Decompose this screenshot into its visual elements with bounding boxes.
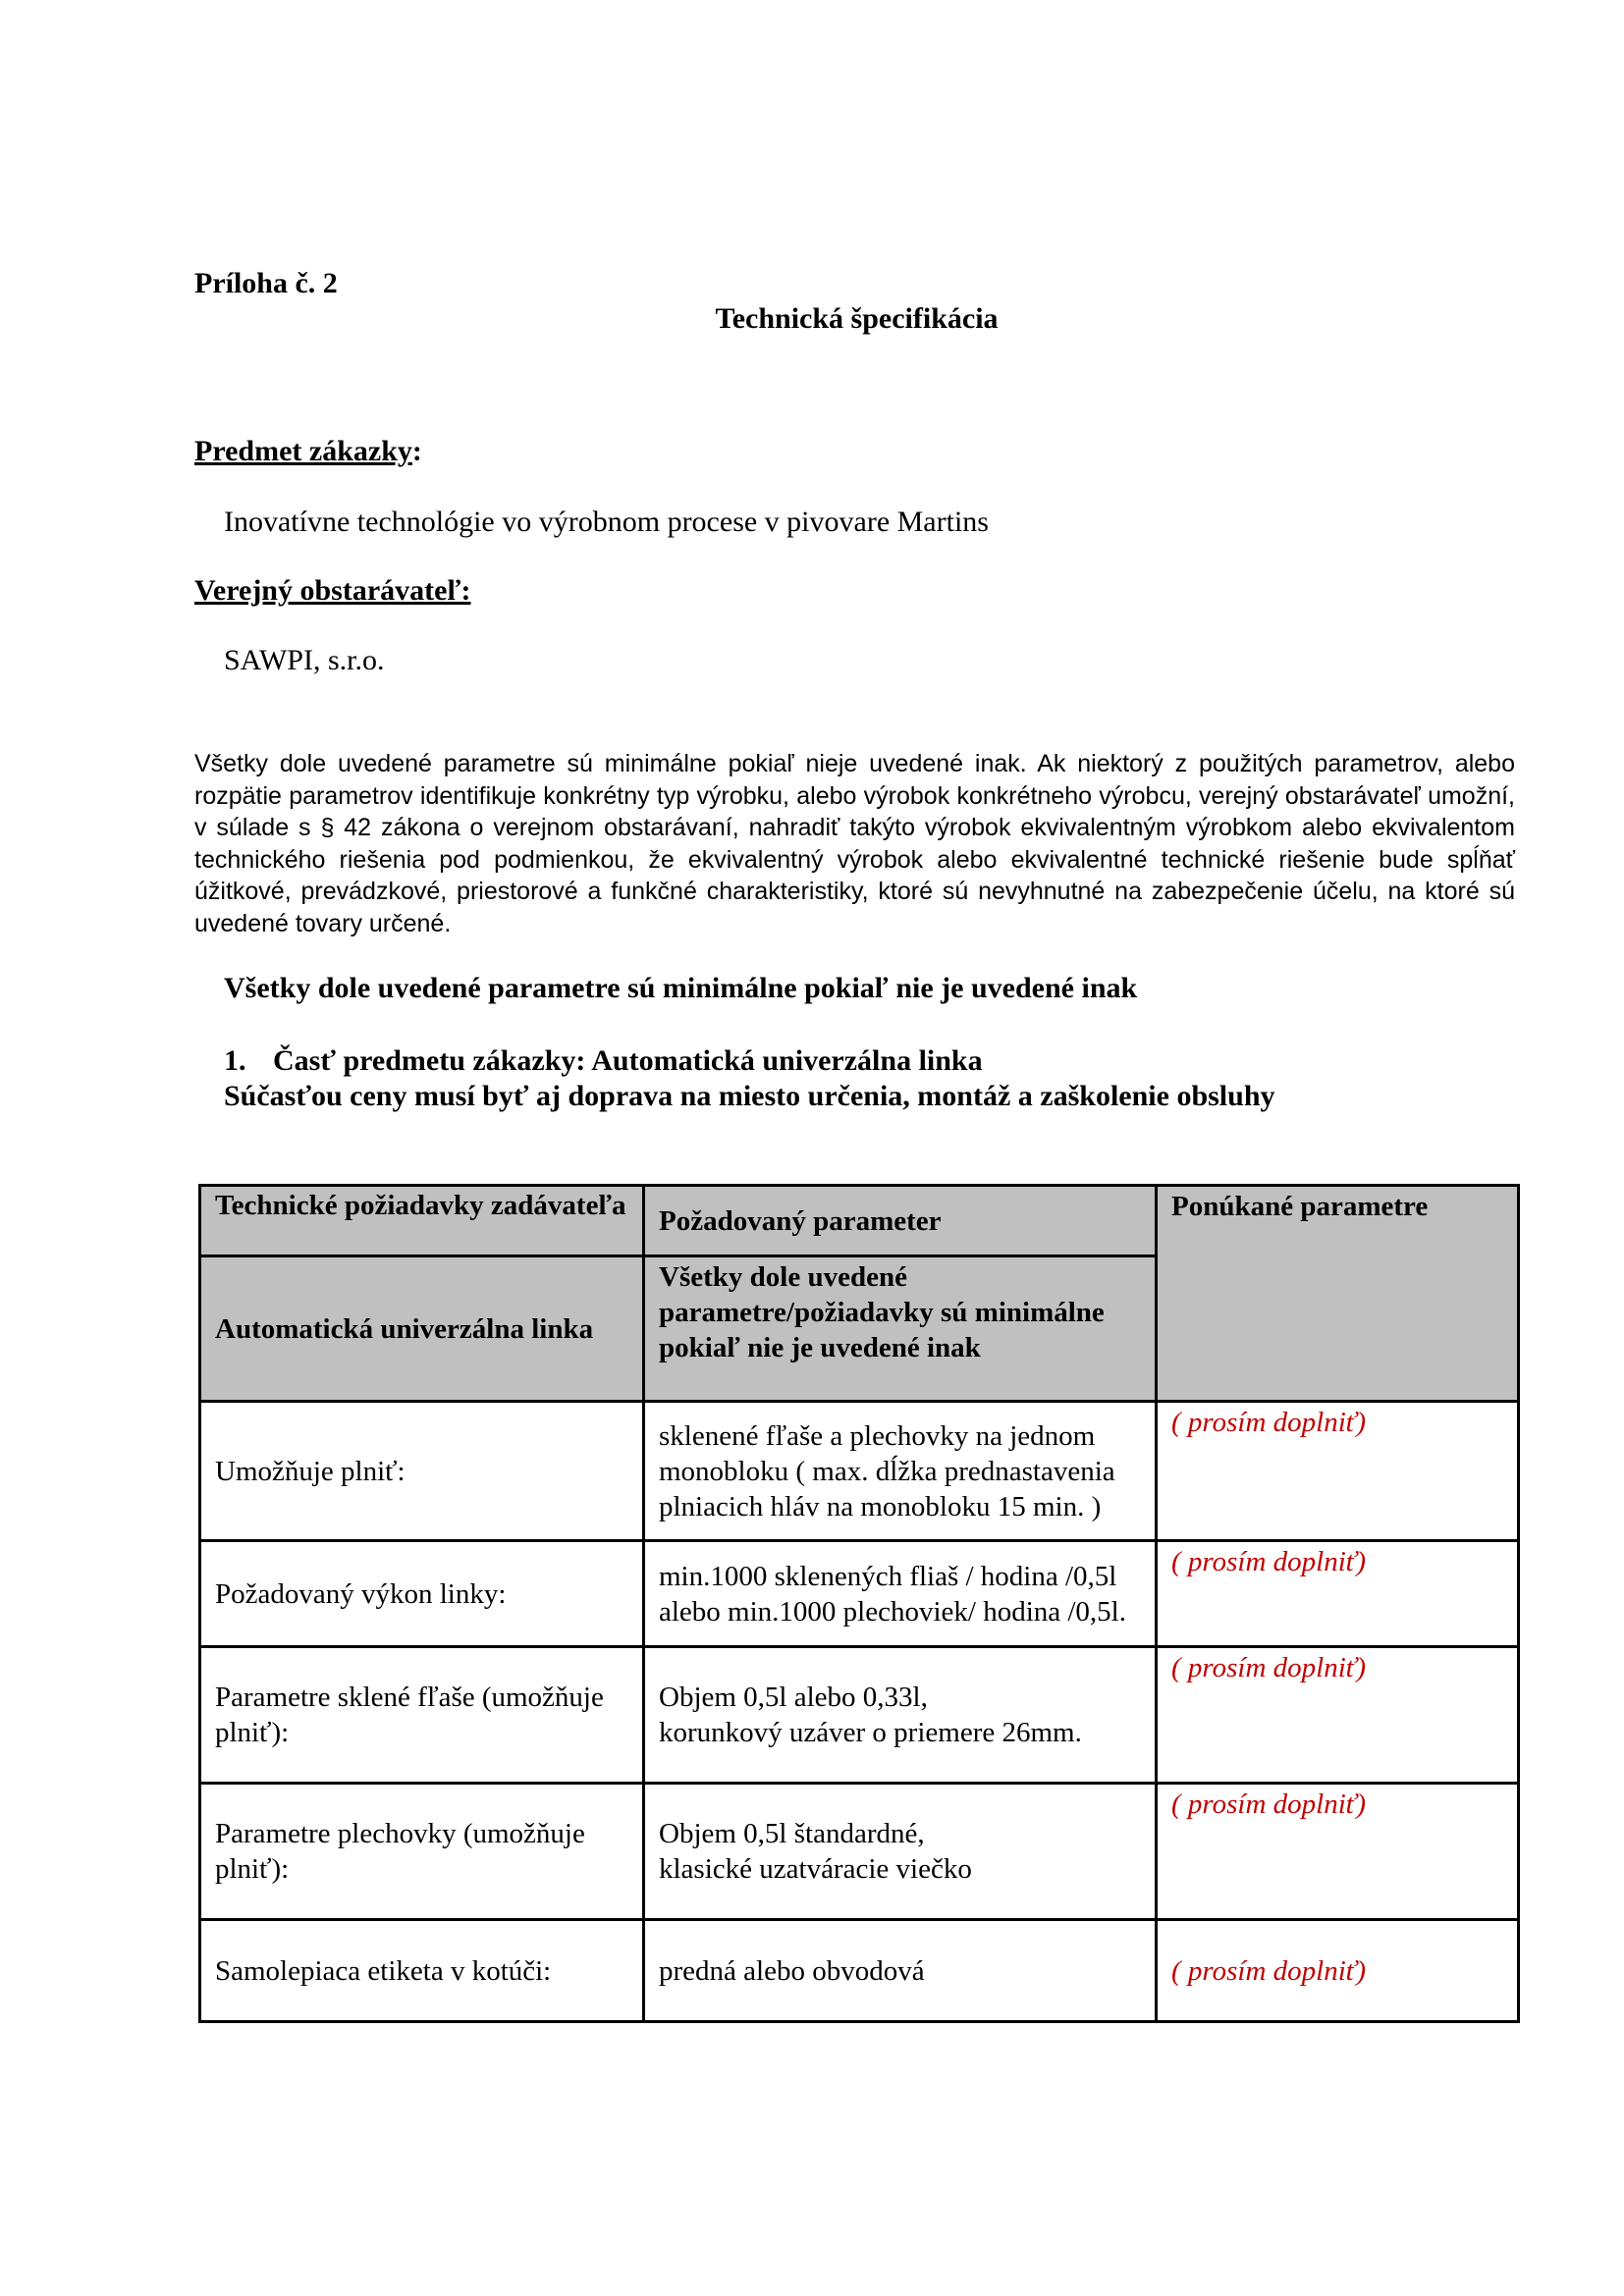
document-title: Technická špecifikácia: [715, 302, 999, 335]
contracting-authority-label: Verejný obstarávateľ:: [194, 574, 471, 607]
table-row: [200, 1920, 1519, 2022]
row-offered[interactable]: ( prosím doplniť): [1157, 1647, 1519, 1784]
subject-label-text: Predmet zákazky: [194, 435, 412, 467]
row-parameter: predná alebo obvodová: [644, 1920, 1157, 2022]
table-row: [200, 1402, 1519, 1541]
part-heading-line2: Súčasťou ceny musí byť aj doprava na miesto určenia, montáž a zaškolenie obsluhy: [224, 1080, 1275, 1112]
subheader-line-name: Automatická univerzálna linka: [200, 1256, 644, 1402]
table-header-row: [200, 1186, 1519, 1256]
part-title: Časť predmetu zákazky: Automatická univerzálna linka: [273, 1044, 983, 1077]
table-row: [200, 1784, 1519, 1920]
subheader-note: Všetky dole uvedené parametre/požiadavky sú minimálne pokiaľ nie je uvedené inak: [644, 1256, 1157, 1402]
part-number: 1.: [224, 1044, 246, 1077]
subject-label-colon: :: [411, 435, 422, 467]
table-row: [200, 1541, 1519, 1647]
row-offered[interactable]: ( prosím doplniť): [1157, 1784, 1519, 1920]
row-requirement: Parametre sklené fľaše (umožňuje plniť):: [200, 1647, 644, 1784]
row-offered[interactable]: ( prosím doplniť): [1157, 1541, 1519, 1647]
row-parameter: Objem 0,5l štandardné, klasické uzatváracie viečko: [644, 1784, 1157, 1920]
contracting-authority-value: SAWPI, s.r.o.: [224, 644, 385, 676]
header-parameter: Požadovaný parameter: [644, 1186, 1157, 1256]
part-heading-line1: [224, 1043, 1275, 1079]
row-requirement: Samolepiaca etiketa v kotúči:: [200, 1920, 644, 2022]
row-parameter: Objem 0,5l alebo 0,33l, korunkový uzáver o priemere 26mm.: [644, 1647, 1157, 1784]
row-requirement: Parametre plechovky (umožňuje plniť):: [200, 1784, 644, 1920]
row-requirement: Požadovaný výkon linky:: [200, 1541, 644, 1647]
table-row: [200, 1647, 1519, 1784]
row-requirement: Umožňuje plniť:: [200, 1402, 644, 1541]
row-offered[interactable]: ( prosím doplniť): [1157, 1402, 1519, 1541]
intro-paragraph: Všetky dole uvedené parametre sú minimálne pokiaľ nieje uvedené inak. Ak niektorý z použitých parametrov, alebo rozpätie parametrov identifikuje konkrétny typ výrobku, alebo výrobok konkrétneho výrobcu, verejný obstarávateľ umožní, v súlade s § 42 zákona o verejnom obstarávaní, nahradiť takýto výrobok ekvivalentným výrobkom alebo ekvivalentom technického riešenia pod podmienkou, že ekvivalentný výrobok alebo ekvivalentné technické riešenie bude spĺňať úžitkové, prevádzkové, priestorové a funkčné charakteristiky, ktoré sú nevyhnutné na zabezpečenie účelu, na ktoré sú uvedené tovary určené.: [194, 750, 1515, 937]
row-offered[interactable]: ( prosím doplniť): [1157, 1920, 1519, 2022]
header-requirements: Technické požiadavky zadávateľa: [200, 1186, 644, 1256]
subject-value: Inovatívne technológie vo výrobnom procese v pivovare Martins: [224, 506, 989, 538]
header-offered: Ponúkané parametre: [1157, 1186, 1519, 1402]
subject-label: [194, 435, 422, 468]
row-parameter: min.1000 sklenených fliaš / hodina /0,5l alebo min.1000 plechoviek/ hodina /0,5l.: [644, 1541, 1157, 1647]
annex-label: Príloha č. 2: [194, 267, 338, 299]
row-parameter: sklenené fľaše a plechovky na jednom monobloku ( max. dĺžka prednastavenia plniacich hláv na monobloku 15 min. ): [644, 1402, 1157, 1541]
minimum-parameters-note: Všetky dole uvedené parametre sú minimálne pokiaľ nie je uvedené inak: [224, 972, 1138, 1004]
part-heading: [224, 1043, 1275, 1114]
spec-table: [198, 1184, 1520, 2023]
